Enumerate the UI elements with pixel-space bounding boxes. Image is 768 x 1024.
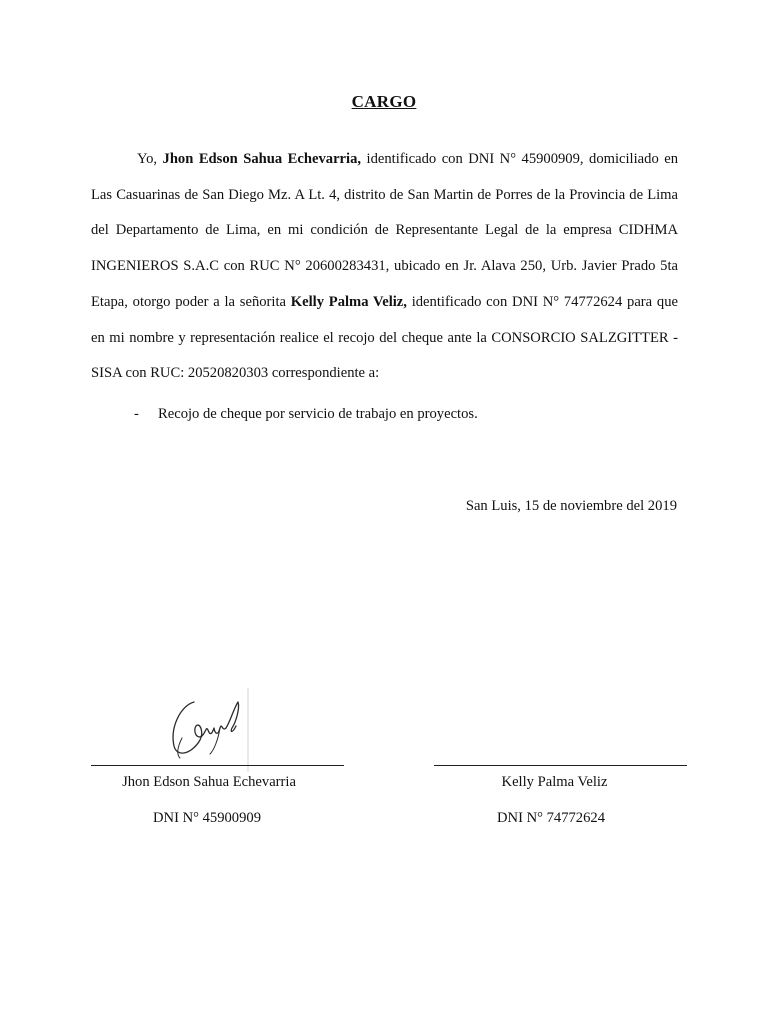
signer-name-right: Kelly Palma Veliz [501, 774, 608, 790]
power-of-attorney-paragraph [91, 142, 678, 392]
bullet-dash: - [134, 406, 139, 422]
signature-line-left [91, 765, 344, 766]
document-title: CARGO [351, 92, 417, 111]
signer-name-left: Jhon Edson Sahua Echevarria [122, 774, 296, 790]
bullet-text: Recojo de cheque por servicio de trabajo en proyectos. [158, 406, 478, 422]
paragraph-text-2: identificado con DNI N° 74772624 para que en mi nombre y representación realice el recojo del cheque ante la CONSORCIO SALZGITTER - SISA con RUC: 20520820303 correspondiente a: [91, 293, 678, 382]
paragraph-text-1: identificado con DNI N° 45900909, domiciliado en Las Casuarinas de San Diego Mz. A Lt. 4, distrito de San Martin de Porres de la Provincia de Lima del Departamento de Lima, en mi condición de Representante Legal de la empresa CIDHMA INGENIEROS S.A.C con RUC N° 20600283431, ubicado en Jr. Alava 250, Urb. Javier Prado 5ta Etapa, otorgo poder a la señorita [91, 151, 678, 310]
paragraph-intro: Yo, [137, 151, 163, 167]
handwritten-signature [160, 688, 260, 772]
list-item [134, 404, 478, 424]
grantor-name: Jhon Edson Sahua Echevarria, [162, 151, 362, 167]
grantee-name: Kelly Palma Veliz, [290, 293, 407, 310]
date-line: San Luis, 15 de noviembre del 2019 [465, 498, 677, 514]
signer-dni-right: DNI N° 74772624 [497, 810, 605, 826]
signer-dni-left: DNI N° 45900909 [153, 810, 261, 826]
signature-line-right [434, 765, 687, 766]
